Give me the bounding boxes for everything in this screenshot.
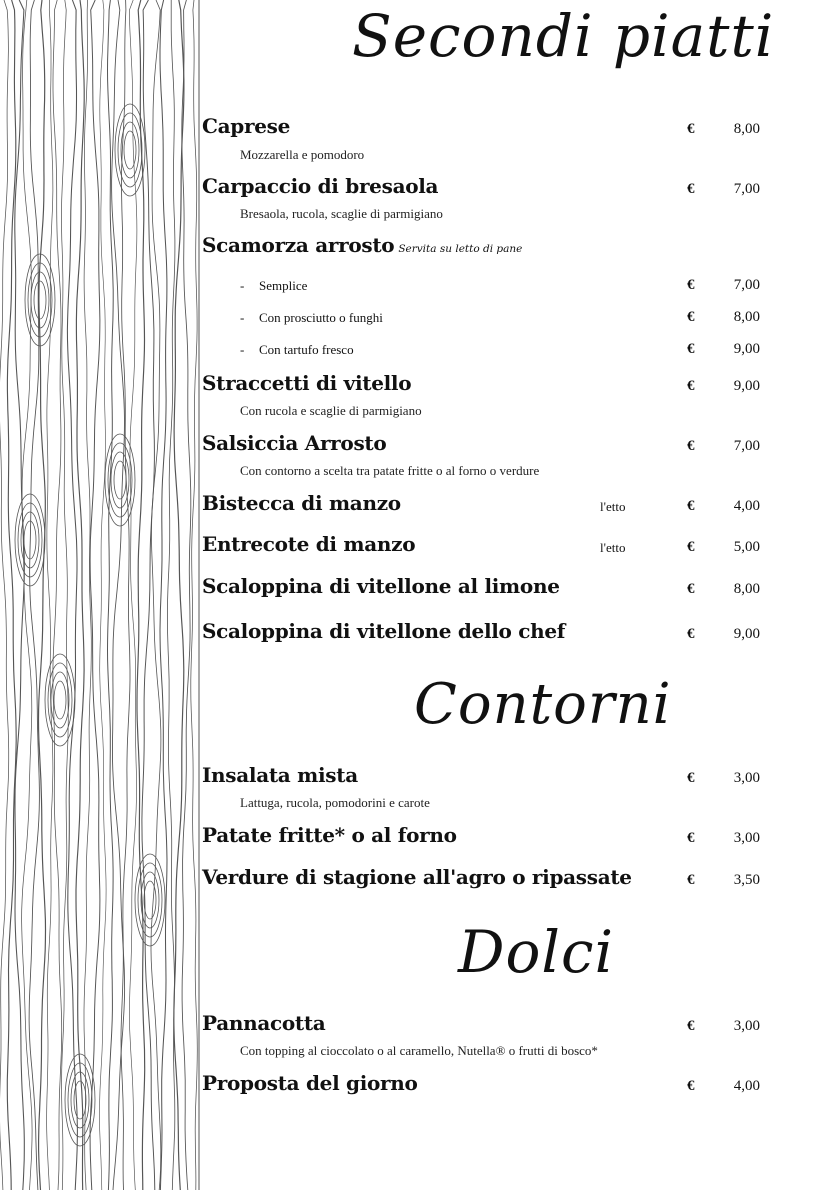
option-price: 7,00	[733, 277, 760, 293]
wood-grain-line	[137, 0, 145, 1190]
currency: €	[687, 1078, 695, 1094]
item-name: Caprese	[202, 114, 291, 138]
item-price: 9,00	[733, 626, 760, 642]
section-title-dolci: Dolci	[458, 918, 615, 986]
item-price: 4,00	[733, 498, 760, 514]
item-name: Bistecca di manzo	[202, 491, 401, 515]
wood-grain-line	[76, 0, 84, 1190]
item-description: Con topping al cioccolato o al caramello, Nutella® o frutti di bosco*	[240, 1043, 598, 1058]
wood-knot-ring	[144, 881, 156, 919]
item-description: Con rucola e scaglie di parmigiano	[240, 403, 422, 418]
wood-knot-ring	[34, 281, 46, 319]
wood-knot-ring	[54, 681, 66, 719]
currency: €	[687, 539, 695, 555]
wood-grain-line	[160, 0, 167, 1190]
wood-grain-line	[0, 0, 9, 1190]
item-unit: l'etto	[600, 540, 626, 555]
currency: €	[687, 341, 695, 357]
wood-knot-ring	[45, 654, 75, 746]
bullet-dash: -	[240, 278, 245, 293]
option-label: Con prosciutto o funghi	[259, 310, 383, 325]
item-name: Proposta del giorno	[202, 1071, 418, 1095]
item-name: Straccetti di vitello	[202, 371, 412, 395]
bullet-dash: -	[240, 342, 245, 357]
currency: €	[687, 181, 695, 197]
section-title-contorni: Contorni	[414, 672, 672, 737]
item-description: Mozzarella e pomodoro	[240, 147, 365, 162]
item-price: 5,00	[733, 539, 760, 555]
wood-knot-ring	[68, 1063, 92, 1137]
currency: €	[687, 1018, 695, 1034]
currency: €	[687, 626, 695, 642]
wood-grain-line	[7, 0, 16, 1190]
item-price: 3,00	[733, 830, 760, 846]
wood-knot-ring	[74, 1081, 86, 1119]
currency: €	[687, 277, 695, 293]
item-name: Verdure di stagione all'agro o ripassate	[202, 865, 632, 889]
section-title-secondi: Secondi piatti	[352, 2, 775, 70]
wood-grain-line	[15, 0, 24, 1190]
option-price: 9,00	[733, 341, 760, 357]
wood-knot-ring	[114, 461, 126, 499]
wood-grain-line	[39, 0, 46, 1190]
currency: €	[687, 121, 695, 137]
currency: €	[687, 378, 695, 394]
wood-knot-ring	[118, 113, 142, 187]
wood-knot-ring	[108, 443, 132, 517]
item-price: 4,00	[733, 1078, 760, 1094]
wood-grain-line	[47, 0, 53, 1190]
option-price: 8,00	[733, 309, 760, 325]
wood-grain-line	[151, 0, 161, 1190]
currency: €	[687, 581, 695, 597]
wood-grain-line	[100, 0, 107, 1190]
currency: €	[687, 498, 695, 514]
item-price: 3,00	[733, 1018, 760, 1034]
item-name-text: Scamorza arrosto	[202, 233, 395, 257]
wood-knot-ring	[115, 104, 145, 196]
currency: €	[687, 309, 695, 325]
currency: €	[687, 872, 695, 888]
wood-grain-line	[108, 0, 114, 1190]
item-description: Lattuga, rucola, pomodorini e carote	[240, 795, 430, 810]
item-price: 7,00	[733, 181, 760, 197]
item-name: Entrecote di manzo	[202, 532, 416, 556]
wood-grain-line	[191, 0, 198, 1190]
item-name: Patate fritte* o al forno	[202, 823, 457, 847]
item-price: 7,00	[733, 438, 760, 454]
item-price: 8,00	[733, 581, 760, 597]
item-name: Scaloppina di vitellone al limone	[202, 574, 560, 598]
wood-knot-ring	[48, 663, 72, 737]
wood-grain-line	[182, 0, 191, 1190]
item-price: 8,00	[733, 121, 760, 137]
wood-grain-line	[67, 0, 77, 1190]
wood-grain-border	[0, 0, 200, 1190]
item-description: Bresaola, rucola, scaglie di parmigiano	[240, 206, 443, 221]
item-name: Scaloppina di vitellone dello chef	[202, 619, 566, 643]
item-price: 3,50	[733, 872, 760, 888]
wood-knot-ring	[135, 854, 165, 946]
item-name: Carpaccio di bresaola	[202, 174, 439, 198]
option-label: Semplice	[259, 278, 308, 293]
wood-grain-line	[62, 0, 69, 1190]
wood-grain-line	[90, 0, 100, 1190]
item-name: Pannacotta	[202, 1011, 326, 1035]
item-price: 9,00	[733, 378, 760, 394]
wood-grain-line	[29, 0, 39, 1190]
currency: €	[687, 830, 695, 846]
wood-grain-line	[84, 0, 91, 1190]
bullet-dash: -	[240, 310, 245, 325]
item-note: Servita su letto di pane	[398, 243, 523, 255]
item-name: Salsiccia Arrosto	[202, 431, 387, 455]
currency: €	[687, 438, 695, 454]
wood-grain-line	[142, 0, 155, 1190]
item-price: 3,00	[733, 770, 760, 786]
item-description: Con contorno a scelta tra patate fritte o al forno o verdure	[240, 463, 540, 478]
item-name	[202, 233, 522, 257]
wood-knot-ring	[124, 131, 136, 169]
wood-grain-line	[129, 0, 137, 1190]
item-unit: l'etto	[600, 499, 626, 514]
currency: €	[687, 770, 695, 786]
wood-grain-line	[53, 0, 62, 1190]
option-label: Con tartufo fresco	[259, 342, 354, 357]
item-name: Insalata mista	[202, 763, 358, 787]
